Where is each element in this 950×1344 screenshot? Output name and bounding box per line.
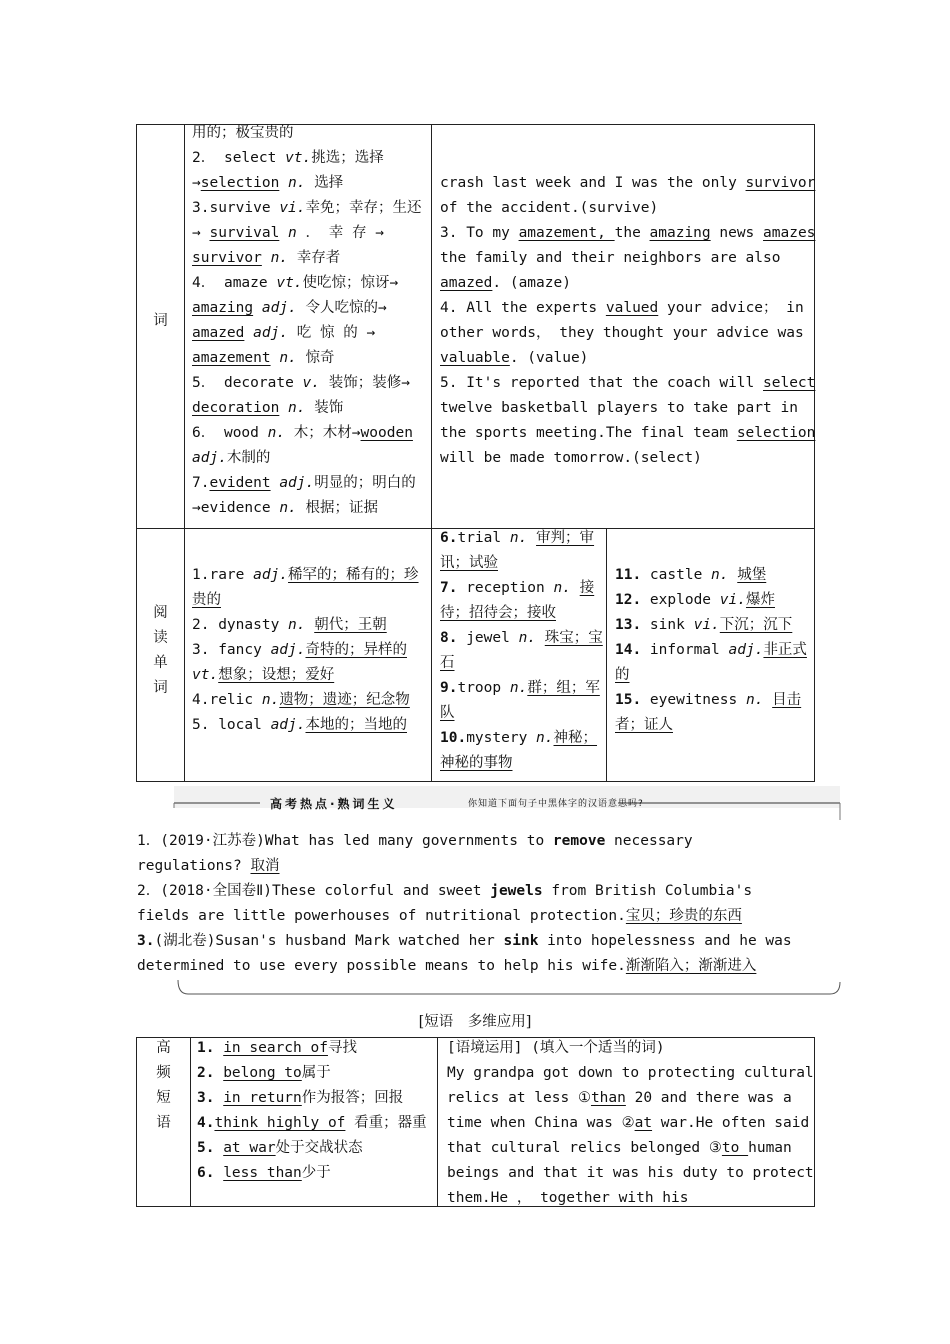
line-segment: 选择 (305, 175, 344, 191)
text-line (440, 421, 816, 446)
line-segment: 8. (440, 630, 458, 646)
text-line (137, 904, 814, 929)
text-line (137, 829, 814, 854)
text-line (447, 1086, 809, 1111)
text-line (440, 726, 602, 751)
answer-text: amazing (649, 225, 711, 241)
line-segment: the sports meeting.The final team (440, 425, 737, 441)
text-line (192, 446, 428, 471)
line-segment (214, 1090, 223, 1106)
line-segment: 6. (440, 530, 458, 546)
line-segment: your advice； in (658, 300, 804, 316)
line-segment: vi. (719, 592, 746, 608)
text-line (440, 651, 602, 676)
text-line (192, 713, 428, 738)
line-segment: relics at less ① (447, 1090, 591, 1106)
line-segment (571, 580, 580, 596)
answer-text: in search of (223, 1040, 328, 1056)
banner-subtitle: 你知道下面句子中黑体字的汉语意思吗? (468, 799, 644, 809)
text-line (192, 421, 428, 446)
line-segment: n. (711, 567, 729, 583)
line-segment: explode (641, 592, 720, 608)
line-segment: them.He ， together with his (447, 1190, 689, 1206)
label-char: 读 (153, 630, 168, 646)
text-line (192, 221, 428, 246)
line-segment: war.He often said (652, 1115, 810, 1131)
text-line (440, 171, 816, 196)
line-segment: n. (553, 580, 571, 596)
line-segment: 6． wood (192, 425, 268, 441)
answer-text: less than (223, 1165, 302, 1181)
answer-text: at (634, 1115, 653, 1131)
line-segment: vi. (279, 200, 306, 216)
line-segment: mystery (466, 730, 537, 746)
line-segment: → (192, 175, 201, 191)
line-segment: 4. (197, 1115, 215, 1131)
label-char: 高 (156, 1040, 171, 1056)
text-line (440, 196, 808, 221)
text-line (197, 1136, 433, 1161)
answer-text: 待；招待会；接收 (440, 605, 556, 621)
line-segment: 2. (197, 1065, 215, 1081)
text-line (440, 446, 808, 471)
line-segment: (湖北卷)Susan's husband Mark watched her (154, 933, 504, 949)
text-line (192, 246, 428, 271)
answer-text: survival (209, 225, 280, 241)
text-line (192, 471, 428, 496)
line-segment: 3. fancy (192, 642, 271, 658)
answer-text: 宝贝；珍贵的东西 (625, 908, 742, 924)
answer-text: than (590, 1090, 626, 1106)
label-char: 阅 (153, 605, 168, 621)
answer-text: 审判；审 (536, 530, 595, 546)
line-segment (729, 567, 738, 583)
answer-text: 遗物；遗迹；纪念物 (279, 692, 410, 708)
line-segment (279, 175, 288, 191)
line-segment (536, 630, 545, 646)
line-segment (279, 400, 288, 416)
answer-text: 的 (615, 667, 630, 683)
answer-text: 渐渐陷入；渐渐进入 (625, 958, 757, 974)
line-segment: beings and that it was his duty to protect (447, 1165, 814, 1181)
line-segment: 寻找 (327, 1040, 357, 1056)
text-line (440, 626, 602, 651)
line-segment (214, 1165, 223, 1181)
line-segment (244, 325, 253, 341)
line-segment (271, 475, 280, 491)
text-line (192, 663, 428, 688)
line-segment: vt. (276, 275, 303, 291)
line-segment: sink (641, 617, 694, 633)
line-segment: adj. (261, 300, 297, 316)
line-segment: jewel (457, 630, 519, 646)
line-segment: necessary (605, 833, 693, 849)
text-line (440, 551, 602, 576)
line-segment: . (amaze) (492, 275, 571, 291)
line-segment: n. (279, 350, 297, 366)
text-line (447, 1061, 814, 1086)
text-line (192, 321, 428, 346)
line-segment: . (value) (509, 350, 589, 366)
line-segment (214, 1065, 223, 1081)
text-line (197, 1036, 433, 1061)
line-segment: other words， they thought your advice was (440, 325, 804, 341)
line-segment: 4. All the experts (440, 300, 606, 316)
line-segment: crash last week and I was the only (440, 175, 746, 191)
answer-text: 取消 (250, 858, 280, 874)
line-segment: castle (641, 567, 712, 583)
text-line (440, 221, 816, 246)
line-segment: news (710, 225, 764, 241)
line-segment: 4.relic (192, 692, 262, 708)
answer-text: 城堡 (737, 567, 767, 583)
text-line (192, 271, 428, 296)
line-segment (271, 350, 280, 366)
line-segment (214, 1140, 223, 1156)
line-segment: from British Columbia's (542, 883, 753, 899)
answer-text: amazes (763, 225, 816, 241)
line-segment: of the accident.(survive) (440, 200, 659, 216)
phrase-context (447, 1036, 814, 1211)
example-2 (137, 879, 814, 929)
answer-text: survivor (745, 175, 816, 191)
line-segment: adj. (270, 717, 306, 733)
line-segment: adj. (192, 450, 227, 466)
line-segment: n. (279, 500, 297, 516)
answer-text: 神秘的事物 (440, 755, 513, 771)
text-line (615, 563, 811, 588)
answer-text: 朝代；王朝 (314, 617, 387, 633)
answer-text: 稀罕的；稀有的；珍 (288, 567, 419, 583)
line-segment: My grandpa got down to protecting cultural (447, 1065, 814, 1081)
line-segment: adj. (270, 642, 306, 658)
text-line (192, 613, 428, 638)
text-line (447, 1161, 814, 1186)
answer-text: 讯；试验 (440, 555, 498, 571)
line-segment: n. (745, 692, 764, 708)
text-line (137, 854, 814, 879)
line-segment: fields are little powerhouses of nutritional protection. (137, 908, 626, 924)
reading-col1 (192, 563, 428, 738)
label-char: 短 (156, 1090, 171, 1106)
line-segment (262, 250, 271, 266)
answer-text: 爆炸 (745, 592, 775, 608)
line-segment: n (288, 225, 297, 241)
answer-text: 非正式 (763, 642, 807, 658)
answer-text: 神秘； (553, 730, 598, 746)
line-segment: 1.rare (192, 567, 254, 583)
text-line (615, 638, 811, 663)
vocab-row-label: 词 (153, 313, 168, 329)
label-char: 单 (153, 655, 168, 671)
text-line (440, 396, 808, 421)
text-line (440, 296, 808, 321)
answer-text: 者；证人 (615, 717, 673, 733)
line-segment: 木制的 (226, 450, 271, 466)
line-segment: [语境运用] (填入一个适当的词) (447, 1040, 665, 1056)
line-segment: 2. dynasty (192, 617, 289, 633)
text-line (192, 496, 428, 521)
answer-text: belong to (223, 1065, 302, 1081)
line-segment: troop (457, 680, 510, 696)
text-line (440, 271, 808, 296)
line-segment: 5. It's reported that the coach will (440, 375, 764, 391)
banner-frame-bottom (170, 976, 846, 1000)
phrase-heading: [短语 多维应用] (418, 1014, 532, 1030)
answer-text: 珠宝；宝 (544, 630, 603, 646)
answer-text: survivor (192, 250, 262, 266)
line-segment: will be made tomorrow.(select) (440, 450, 702, 466)
text-line (192, 296, 428, 321)
text-line (615, 613, 811, 638)
line-segment: 1. (197, 1040, 215, 1056)
text-line (137, 879, 814, 904)
answer-text: 队 (440, 705, 455, 721)
line-segment (527, 530, 536, 546)
line-segment: n. (518, 630, 537, 646)
line-segment: n. (270, 250, 289, 266)
line-segment: remove (552, 833, 606, 849)
line-segment: n. (509, 680, 528, 696)
text-line (447, 1036, 809, 1061)
line-segment: 5. (197, 1140, 215, 1156)
answer-text: to (721, 1140, 749, 1156)
line-segment: 15. (615, 692, 642, 708)
line-segment: the (614, 225, 650, 241)
answer-text: 石 (440, 655, 455, 671)
text-line (447, 1186, 809, 1211)
line-segment: 幸存者 (288, 250, 341, 266)
line-segment (279, 225, 288, 241)
line-segment: 装饰；装修→ (320, 375, 410, 391)
text-line (192, 371, 428, 396)
answer-text: in return (223, 1090, 302, 1106)
text-line (192, 588, 428, 613)
line-segment: 14. (615, 642, 642, 658)
line-segment: into hopelessness and he was (538, 933, 792, 949)
line-segment: 处于交战状态 (275, 1140, 363, 1156)
text-line (197, 1161, 433, 1186)
line-segment: 挑选；选择 (311, 150, 384, 166)
label-char: 语 (156, 1115, 171, 1131)
text-line (615, 588, 811, 613)
line-segment: vt. (192, 667, 219, 683)
line-segment: adj. (279, 475, 315, 491)
line-segment: 幸免；幸存；生还 (305, 200, 422, 216)
text-line (192, 196, 428, 221)
answer-text: 贵的 (192, 592, 221, 608)
line-segment: n. (267, 425, 286, 441)
line-segment: → (192, 225, 210, 241)
banner-title: 高考热点·熟词生义 (270, 797, 398, 811)
line-segment: 看重；器重 (345, 1115, 427, 1131)
line-segment: 12. (615, 592, 642, 608)
line-segment: 7. (440, 580, 458, 596)
line-segment: jewels (490, 883, 543, 899)
answer-text: selection (200, 175, 280, 191)
text-line (192, 146, 428, 171)
vocab-col1 (192, 121, 428, 521)
answer-text: 下沉；沉下 (719, 617, 793, 633)
text-line (192, 688, 428, 713)
text-line (192, 638, 428, 663)
line-segment: human (748, 1140, 792, 1156)
line-segment: n. (288, 175, 306, 191)
line-segment: that cultural relics belonged ③ (447, 1140, 722, 1156)
text-line (440, 701, 602, 726)
line-segment: 3. (137, 933, 155, 949)
text-line (440, 321, 808, 346)
line-segment: n. (288, 400, 306, 416)
line-segment: reception (457, 580, 554, 596)
text-line (197, 1086, 433, 1111)
line-segment: n. (509, 530, 528, 546)
line-segment: 木；木材→ (285, 425, 361, 441)
answer-text: valued (605, 300, 659, 316)
line-segment: n. (261, 692, 280, 708)
answer-text: amazed (192, 325, 245, 341)
answer-text: amazement (192, 350, 271, 366)
line-segment: 5. local (192, 717, 271, 733)
line-segment: 令人吃惊的→ (296, 300, 387, 316)
line-segment: informal (641, 642, 729, 658)
text-line (440, 526, 602, 551)
line-segment: 装饰 (305, 400, 344, 416)
line-segment: 3.survive (192, 200, 280, 216)
line-segment: the family and their neighbors are also (440, 250, 781, 266)
line-segment: determined to use every possible means to help his wife. (137, 958, 626, 974)
phrase-list (197, 1036, 433, 1186)
line-segment: 11. (615, 567, 642, 583)
line-segment: 9. (440, 680, 458, 696)
vocab-col2 (440, 171, 816, 471)
reading-col2 (440, 526, 602, 776)
line-segment: 少于 (301, 1165, 331, 1181)
answer-text: 目击 (772, 692, 802, 708)
line-segment (763, 692, 772, 708)
text-line (192, 563, 428, 588)
line-segment: 1．(2019·江苏卷)What has led many governments to (137, 833, 553, 849)
text-line (192, 121, 428, 146)
text-line (447, 1111, 809, 1136)
reading-col3 (615, 563, 811, 738)
text-line (192, 396, 428, 421)
line-segment: v. (302, 375, 320, 391)
line-segment (306, 617, 315, 633)
answer-text: valuable (440, 350, 510, 366)
line-segment: →evidence (192, 500, 280, 516)
label-char: 词 (153, 680, 168, 696)
text-line (137, 929, 814, 954)
line-segment: 根据；证据 (296, 500, 379, 516)
line-segment: 13. (615, 617, 642, 633)
answer-text: select (763, 375, 816, 391)
line-segment: trial (457, 530, 510, 546)
reading-row-label (137, 601, 184, 701)
line-segment: 用的；极宝贵的 (192, 125, 294, 141)
line-segment: 3. (197, 1090, 215, 1106)
line-segment: vt. (285, 150, 312, 166)
text-line (440, 601, 602, 626)
line-segment: 4． amaze (192, 275, 277, 291)
answer-text: amazing (192, 300, 254, 316)
text-line (447, 1136, 809, 1161)
line-segment: vi. (693, 617, 720, 633)
text-line (440, 246, 808, 271)
text-line (615, 688, 811, 713)
text-line (197, 1111, 433, 1136)
example-1 (137, 829, 814, 879)
line-segment: twelve basketball players to take part in (440, 400, 798, 416)
line-segment: 明显的；明白的 (314, 475, 416, 491)
line-segment: n. (536, 730, 554, 746)
line-segment: sink (503, 933, 539, 949)
text-line (615, 713, 811, 738)
line-segment: 惊奇 (296, 350, 335, 366)
line-segment (214, 1040, 223, 1056)
line-segment: ． 幸 存 → (296, 225, 384, 241)
answer-text: amazement, (518, 225, 615, 241)
label-char: 频 (156, 1065, 171, 1081)
answer-text: evident (209, 475, 271, 491)
line-segment: 2．(2018·全国卷Ⅱ)These colorful and sweet (137, 883, 491, 899)
example-3 (137, 929, 814, 979)
line-segment: 20 and there was a (625, 1090, 792, 1106)
line-segment: 属于 (301, 1065, 331, 1081)
text-line (440, 576, 602, 601)
line-segment: time when China was ② (447, 1115, 635, 1131)
text-line (440, 346, 808, 371)
answer-text: selection (736, 425, 816, 441)
text-line (440, 371, 816, 396)
line-segment: 吃 惊 的 → (288, 325, 376, 341)
text-line (440, 676, 602, 701)
answer-text: 群；组；军 (527, 680, 600, 696)
line-segment (253, 300, 262, 316)
text-line (440, 751, 602, 776)
answer-text: amazed (440, 275, 493, 291)
line-segment: regulations? (137, 858, 251, 874)
answer-text: 接 (579, 580, 595, 596)
text-line (197, 1061, 433, 1086)
answer-text: 想象；设想；爱好 (218, 667, 335, 683)
line-segment: adj. (253, 325, 289, 341)
line-segment: 使吃惊；惊讶→ (302, 275, 399, 291)
text-line (192, 171, 428, 196)
line-segment: adj. (253, 567, 289, 583)
line-segment: adj. (728, 642, 764, 658)
line-segment: 6. (197, 1165, 215, 1181)
line-segment: 5． decorate (192, 375, 303, 391)
text-line (192, 346, 428, 371)
line-segment: eyewitness (641, 692, 746, 708)
line-segment: n. (288, 617, 306, 633)
line-segment: 3. To my (440, 225, 519, 241)
answer-text: wooden (360, 425, 413, 441)
line-segment: 作为报答；回报 (301, 1090, 404, 1106)
answer-text: 奇特的；异样的 (305, 642, 407, 658)
text-line (615, 663, 811, 688)
line-segment: 2． select (192, 150, 286, 166)
line-segment: 7. (192, 475, 210, 491)
phrase-row-label (137, 1036, 190, 1136)
answer-text: think highly of (214, 1115, 346, 1131)
answer-text: 本地的；当地的 (305, 717, 407, 733)
line-segment: 10. (440, 730, 467, 746)
answer-text: at war (223, 1140, 276, 1156)
answer-text: decoration (192, 400, 280, 416)
